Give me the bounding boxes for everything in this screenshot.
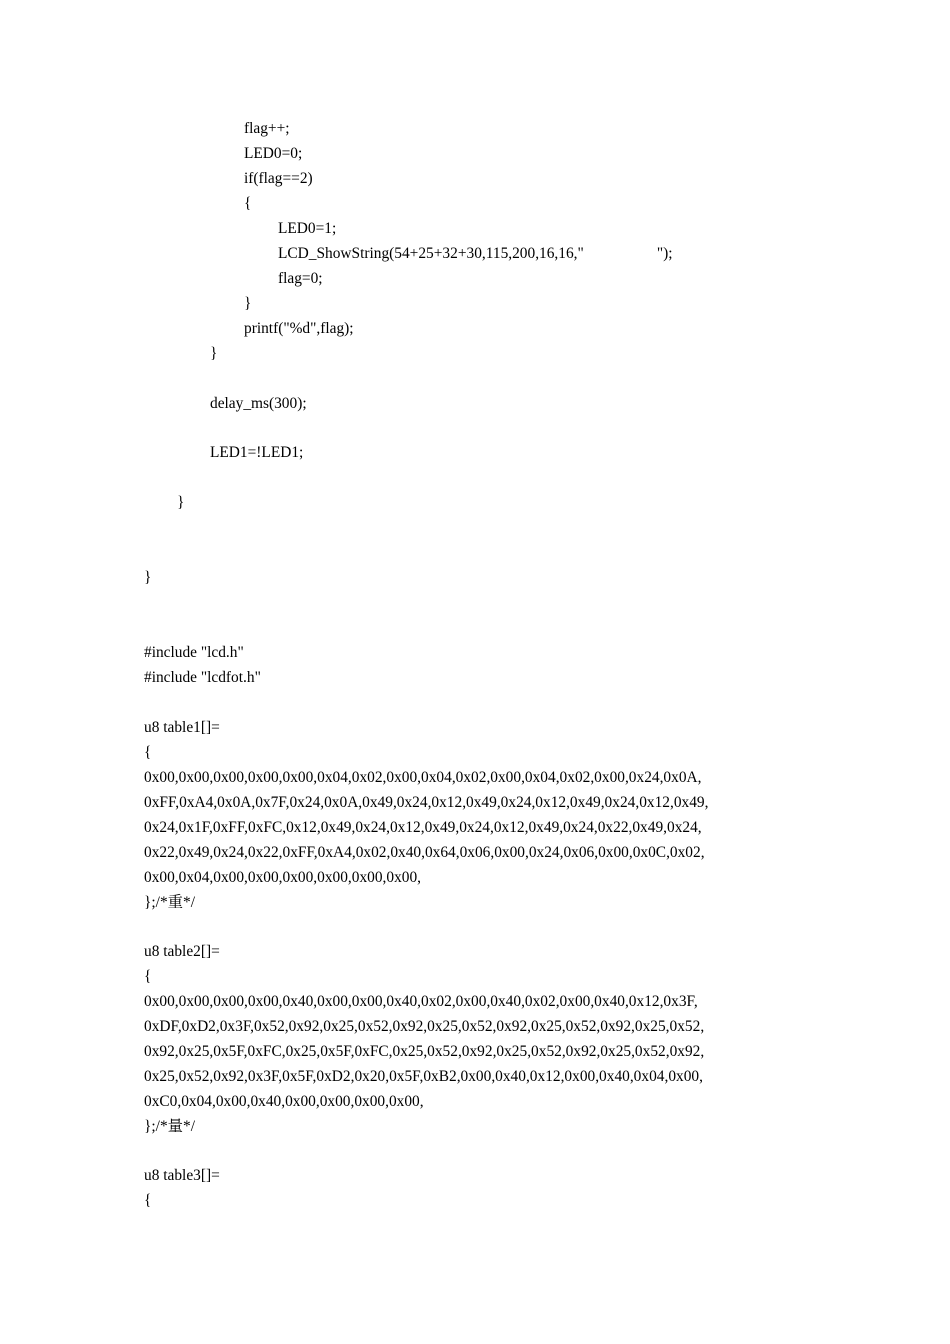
table2-row: 0x92,0x25,0x5F,0xFC,0x25,0x5F,0xFC,0x25,0x52,0x92,0x25,0x52,0x92,0x25,0x52,0x92, — [144, 1043, 705, 1060]
code-line-close-brace: } — [144, 569, 152, 586]
table1-row: 0x00,0x00,0x00,0x00,0x00,0x04,0x02,0x00,0x04,0x02,0x00,0x04,0x02,0x00,0x24,0x0A, — [144, 769, 702, 786]
table2-row: 0x00,0x00,0x00,0x00,0x40,0x00,0x00,0x40,0x02,0x00,0x40,0x02,0x00,0x40,0x12,0x3F, — [144, 993, 698, 1010]
table2-row: 0x25,0x52,0x92,0x3F,0x5F,0xD2,0x20,0x5F,0xB2,0x00,0x40,0x12,0x00,0x40,0x04,0x00, — [144, 1068, 703, 1085]
table1-row: 0x00,0x04,0x00,0x00,0x00,0x00,0x00,0x00, — [144, 869, 422, 886]
include-line: #include "lcdfot.h" — [144, 669, 261, 686]
code-line-open-brace: { — [244, 195, 252, 212]
code-line-led1-toggle: LED1=!LED1; — [210, 444, 304, 461]
code-line-close-brace: } — [177, 494, 185, 511]
table3-open-brace: { — [144, 1192, 152, 1209]
code-line-flag-increment: flag++; — [244, 120, 290, 137]
table2-open-brace: { — [144, 968, 152, 985]
code-line-printf: printf("%d",flag); — [244, 320, 354, 337]
table1-open-brace: { — [144, 744, 152, 761]
table1-row: 0x24,0x1F,0xFF,0xFC,0x12,0x49,0x24,0x12,0x49,0x24,0x12,0x49,0x24,0x22,0x49,0x24, — [144, 819, 702, 836]
code-line-close-brace: } — [244, 295, 252, 312]
table1-declaration: u8 table1[]= — [144, 719, 220, 736]
table2-close: };/*量*/ — [144, 1118, 195, 1135]
include-line: #include "lcd.h" — [144, 644, 244, 661]
table1-row: 0x22,0x49,0x24,0x22,0xFF,0xA4,0x02,0x40,0x64,0x06,0x00,0x24,0x06,0x00,0x0C,0x02, — [144, 844, 705, 861]
table1-row: 0xFF,0xA4,0x0A,0x7F,0x24,0x0A,0x49,0x24,0x12,0x49,0x24,0x12,0x49,0x24,0x12,0x49, — [144, 794, 709, 811]
code-line-flag-reset: flag=0; — [278, 270, 323, 287]
code-line-close-brace: } — [210, 345, 218, 362]
code-line-led0-off: LED0=0; — [244, 145, 303, 162]
code-line-if-flag: if(flag==2) — [244, 170, 313, 187]
table2-row: 0xC0,0x04,0x00,0x40,0x00,0x00,0x00,0x00, — [144, 1093, 424, 1110]
code-line-led0-on: LED0=1; — [278, 220, 337, 237]
table2-declaration: u8 table2[]= — [144, 943, 220, 960]
table3-declaration: u8 table3[]= — [144, 1167, 220, 1184]
table1-close: };/*重*/ — [144, 894, 195, 911]
code-line-lcd-show-string: LCD_ShowString(54+25+32+30,115,200,16,16," "); — [278, 245, 673, 262]
table2-row: 0xDF,0xD2,0x3F,0x52,0x92,0x25,0x52,0x92,0x25,0x52,0x92,0x25,0x52,0x92,0x25,0x52, — [144, 1018, 705, 1035]
code-line-delay: delay_ms(300); — [210, 395, 307, 412]
